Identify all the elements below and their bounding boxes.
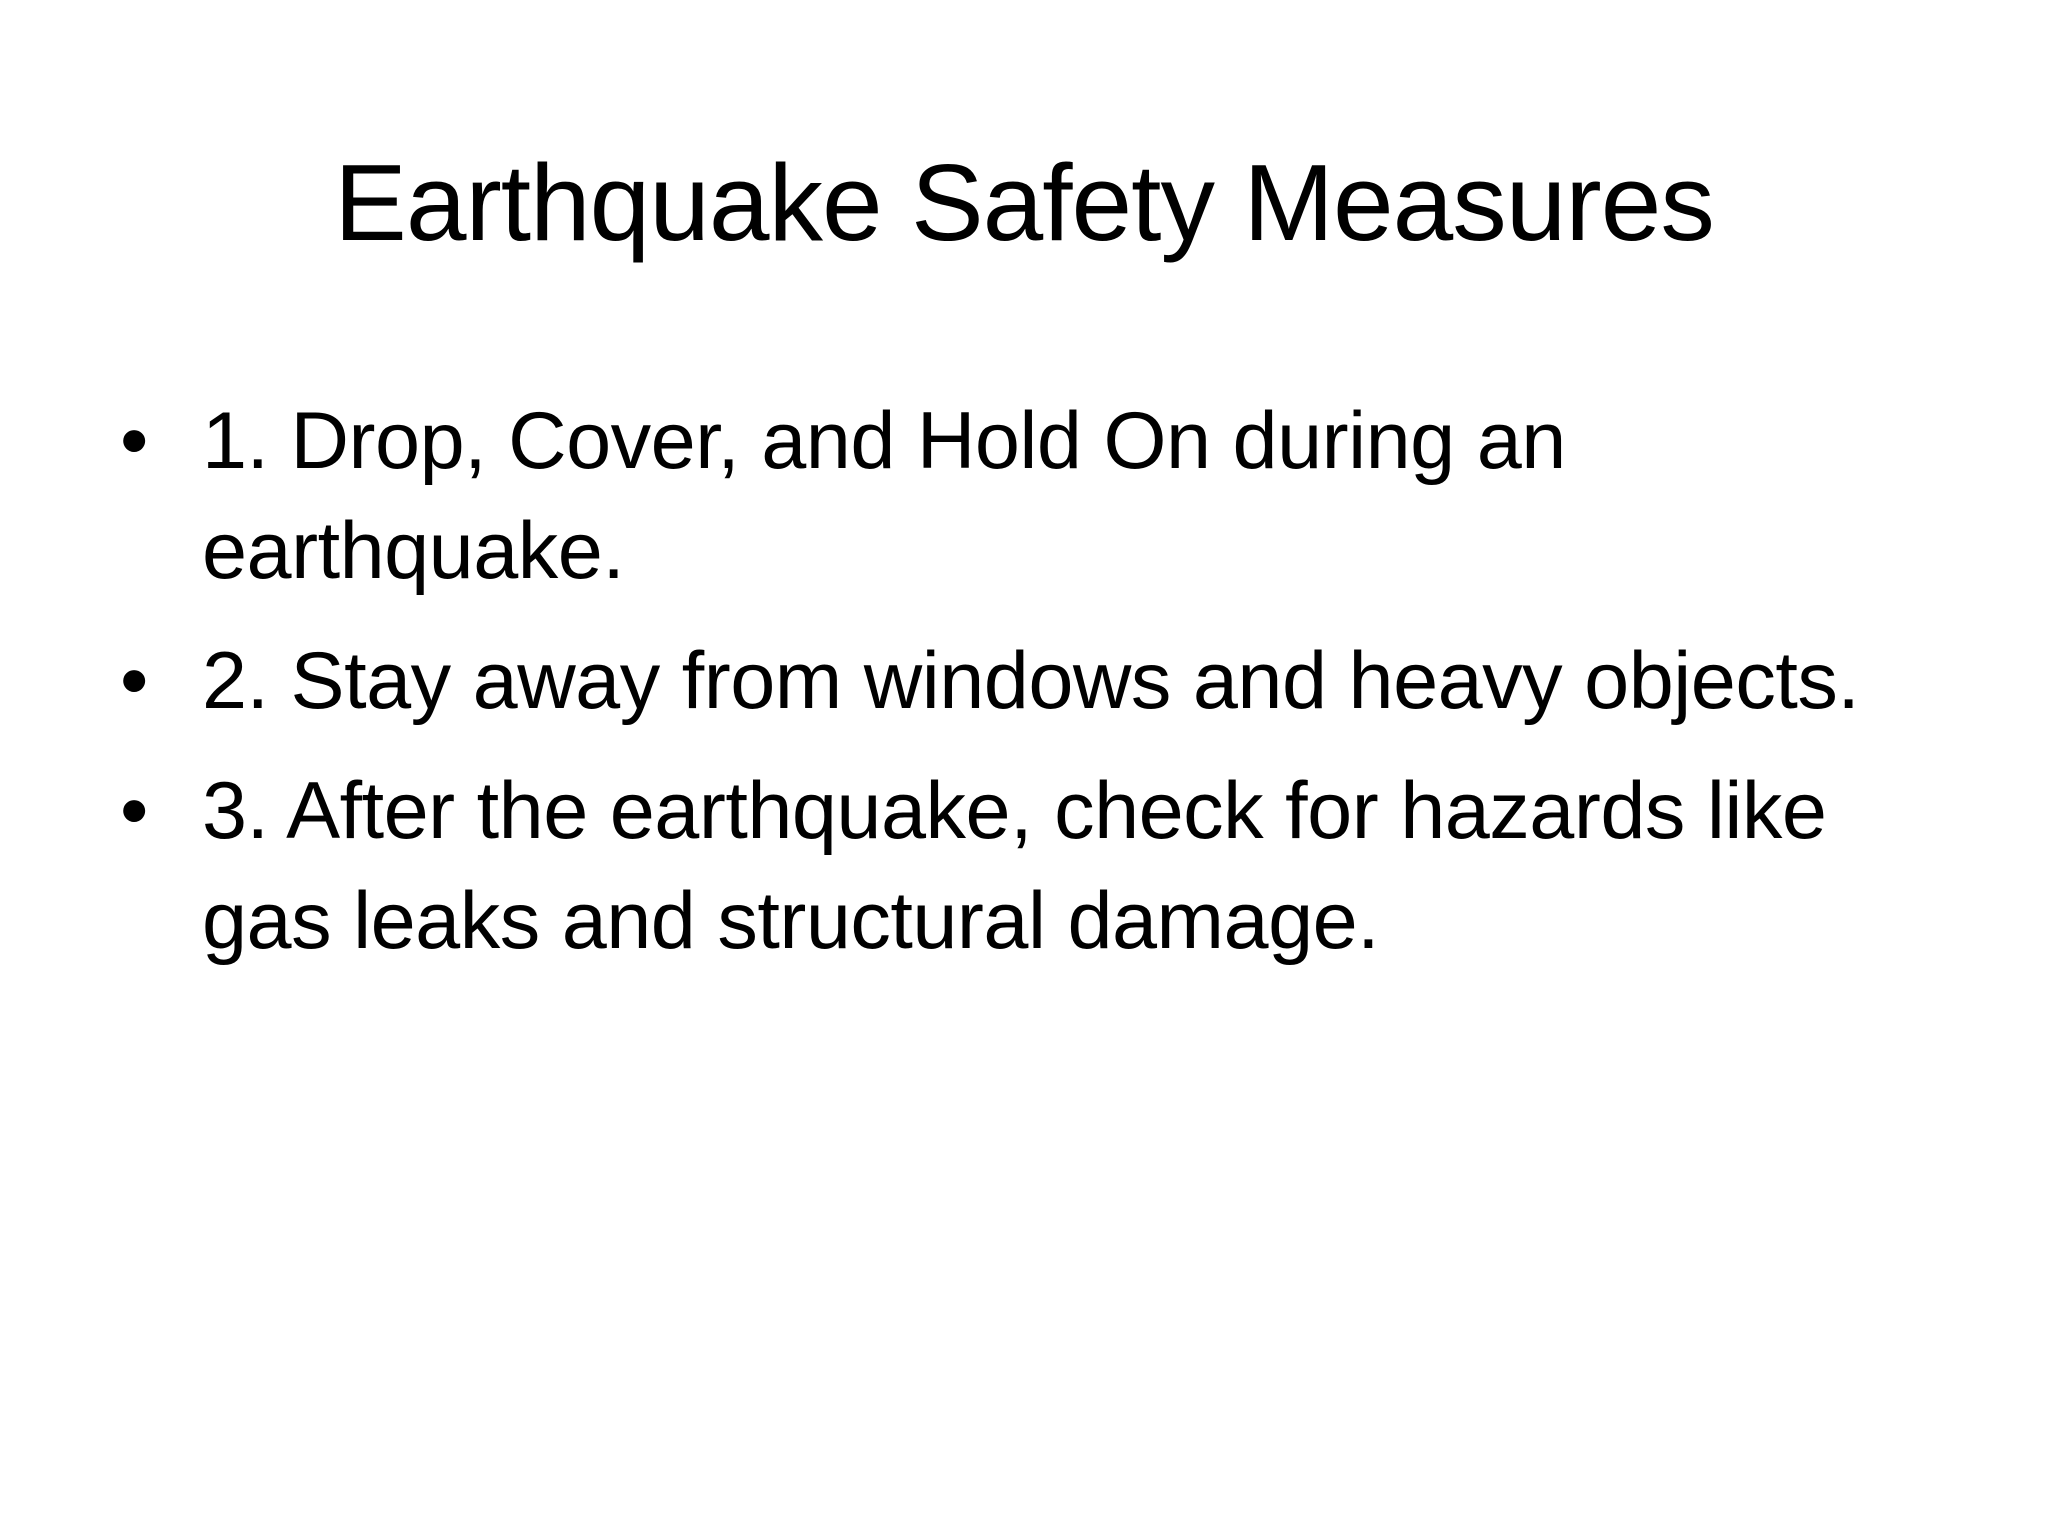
bullet-text: 2. Stay away from windows and heavy objects. <box>202 636 1860 726</box>
bullet-dot-icon: • <box>120 636 148 726</box>
bullet-item <box>120 386 1940 606</box>
bullet-list <box>120 386 1940 996</box>
bullet-dot-icon: • <box>120 766 148 856</box>
bullet-item <box>120 756 1940 976</box>
bullet-dot-icon: • <box>120 396 148 486</box>
slide-title: Earthquake Safety Measures <box>334 142 1714 264</box>
bullet-text: 3. After the earthquake, check for hazards like gas leaks and structural damage. <box>202 766 1827 966</box>
bullet-text: 1. Drop, Cover, and Hold On during an earthquake. <box>202 396 1566 596</box>
bullet-item <box>120 626 1940 736</box>
